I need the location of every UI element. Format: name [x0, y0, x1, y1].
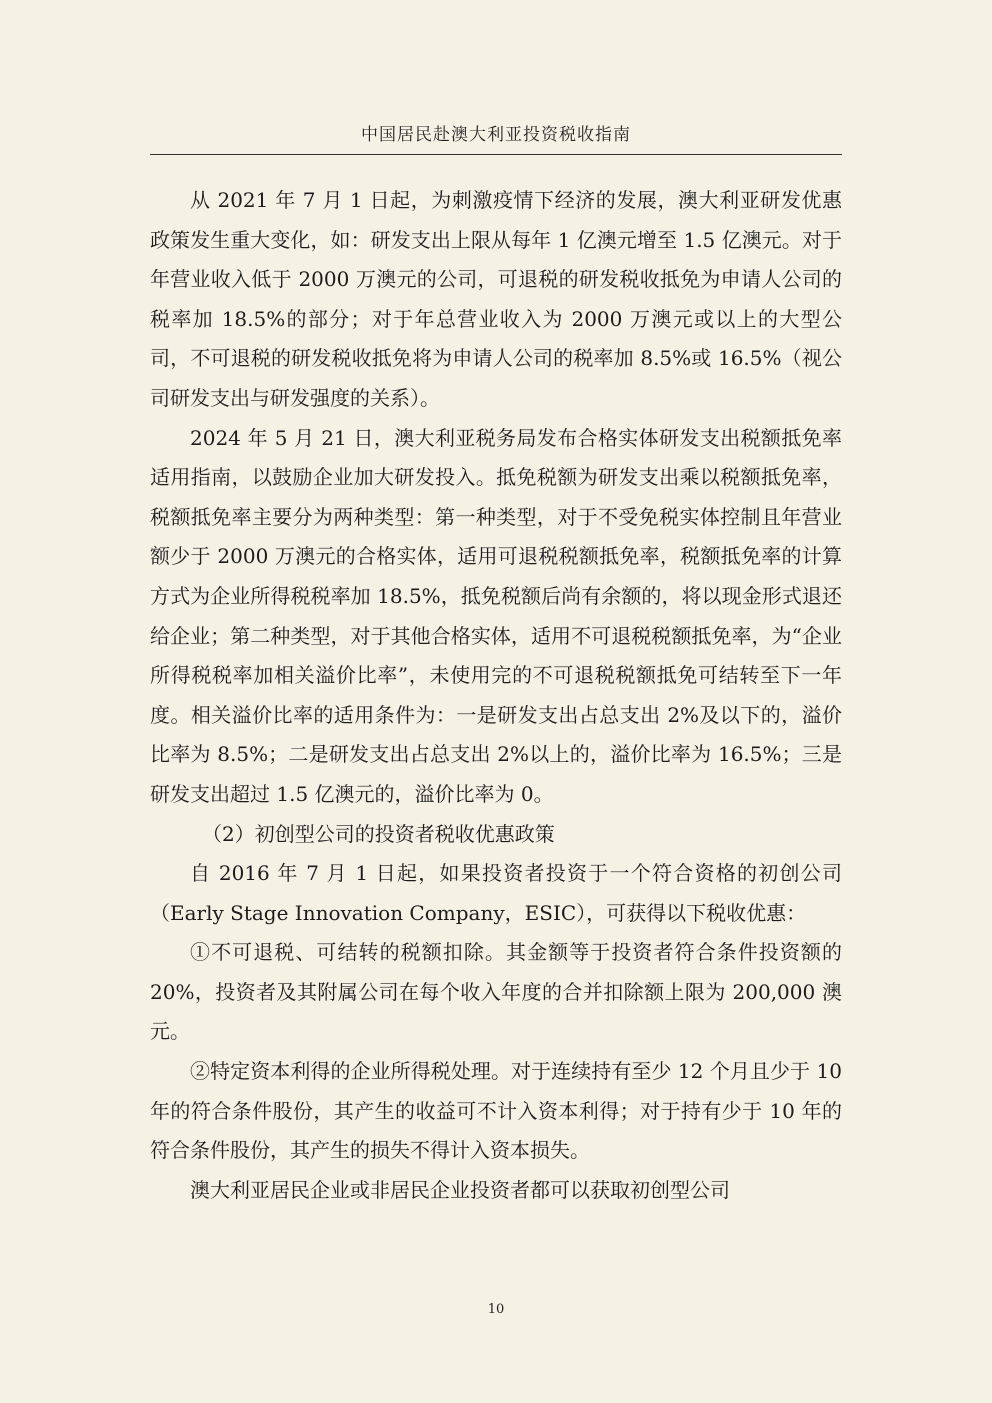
main-content [150, 181, 842, 1210]
paragraph-tax-offset: ①不可退税、可结转的税额扣除。其金额等于投资者符合条件投资额的 20%，投资者及其附属公司在每个收入年度的合并扣除额上限为 200,000 澳元。 [150, 940, 842, 1044]
section-heading-startup-incentives: （2）初创型公司的投资者税收优惠政策 [202, 821, 555, 846]
page-number: 10 [487, 1302, 505, 1317]
paragraph-capital-gains: ②特定资本利得的企业所得税处理。对于连续持有至少 12 个月且少于 10 年的符合条件股份，其产生的收益可不计入资本利得；对于持有少于 10 年的符合条件股份，其产生的损失不得计入资本损失。 [150, 1059, 842, 1163]
paragraph-rd-policy-2021: 从 2021 年 7 月 1 日起，为刺激疫情下经济的发展，澳大利亚研发优惠政策发生重大变化，如：研发支出上限从每年 1 亿澳元增至 1.5 亿澳元。对于年营业收入低于 2000 万澳元的公司，可退税的研发税收抵免为申请人公司的税率加 18.5%的部分；对于年总营业收入为 2000 万澳元或以上的大型公司，不可退税的研发税收抵免将为申请人公司的税率加 8.5%或 16.5%（视公司研发支出与研发强度的关系）。 [150, 188, 842, 410]
paragraph-esic-intro: 自 2016 年 7 月 1 日起，如果投资者投资于一个符合资格的初创公司（Early Stage Innovation Company，ESIC），可获得以下税收优惠： [150, 861, 842, 925]
header-rule [150, 154, 842, 155]
paragraph-eligibility: 澳大利亚居民企业或非居民企业投资者都可以获取初创型公司 [190, 1177, 730, 1202]
running-header: 中国居民赴澳大利亚投资税收指南 [361, 125, 631, 145]
paragraph-rd-guide-2024: 2024 年 5 月 21 日，澳大利亚税务局发布合格实体研发支出税额抵免率适用指南，以鼓励企业加大研发投入。抵免税额为研发支出乘以税额抵免率，税额抵免率主要分为两种类型：第一种类型，对于不受免税实体控制且年营业额少于 2000 万澳元的合格实体，适用可退税税额抵免率，税额抵免率的计算方式为企业所得税税率加 18.5%，抵免税额后尚有余额的，将以现金形式退还给企业；第二种类型，对于其他合格实体，适用不可退税税额抵免率，为“企业所得税税率加相关溢价比率”，未使用完的不可退税税额抵免可结转至下一年度。相关溢价比率的适用条件为：一是研发支出占总支出 2%及以下的，溢价比率为 8.5%；二是研发支出占总支出 2%以上的，溢价比率为 16.5%；三是研发支出超过 1.5 亿澳元的，溢价比率为 0。 [150, 425, 842, 806]
